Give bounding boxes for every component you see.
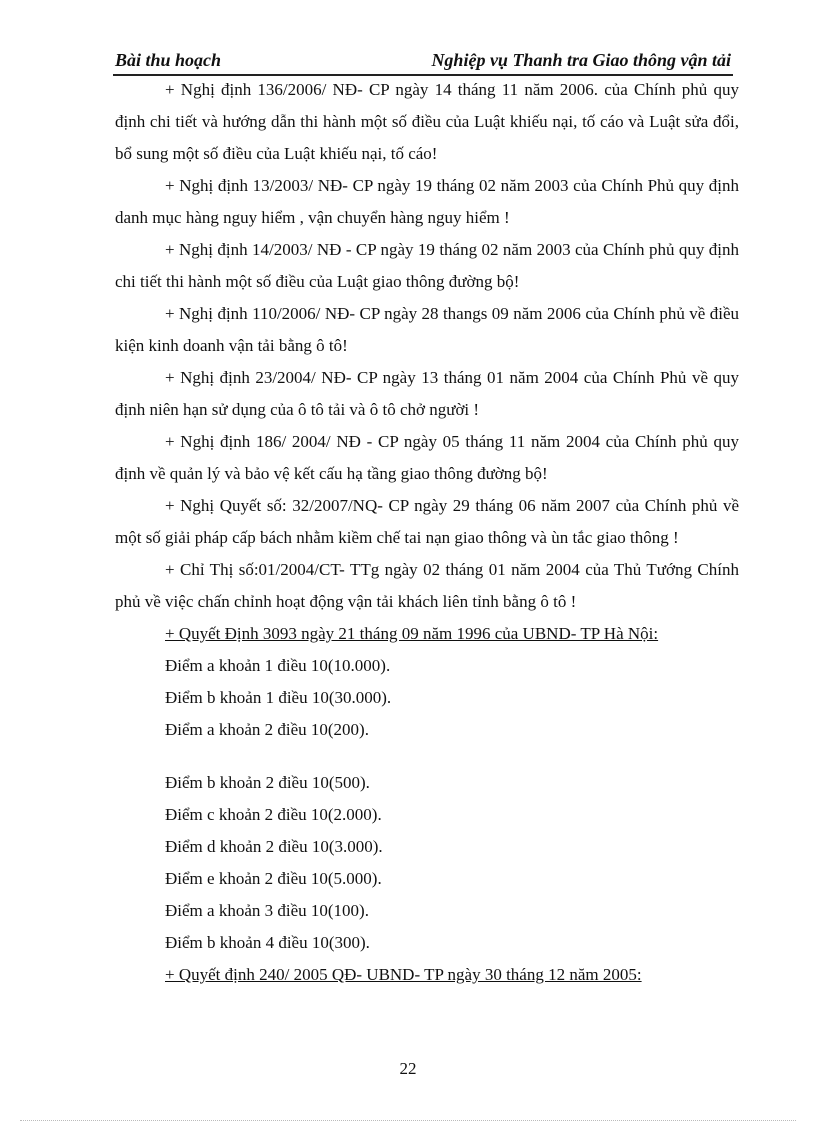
list-item: Điểm a khoản 2 điều 10(200). [165,720,369,739]
header-title-left: Bài thu hoạch [115,50,222,70]
paragraph: + Nghị Quyết số: 32/2007/NQ- CP ngày 29 tháng 06 năm 2007 của Chính phủ về một số giải pháp cấp bách nhằm kiềm chế tai nạn giao thông và ùn tắc giao thông ! [115,496,739,547]
list-item: Điểm d khoản 2 điều 10(3.000). [165,837,383,856]
paragraph: + Nghị định 23/2004/ NĐ- CP ngày 13 tháng 01 năm 2004 của Chính Phủ về quy định niên hạn sử dụng của ô tô tải và ô tô chở người ! [115,368,739,419]
page-number: 22 [399,1059,417,1078]
list-item: Điểm b khoản 1 điều 10(30.000). [165,688,392,707]
paragraph: + Nghị định 186/ 2004/ NĐ - CP ngày 05 tháng 11 năm 2004 của Chính phủ quy định về quản lý và bảo vệ kết cấu hạ tầng giao thông đường bộ! [115,432,739,483]
page-bottom-divider [20,1120,796,1121]
list-item: Điểm a khoản 3 điều 10(100). [165,901,369,920]
list-item: Điểm e khoản 2 điều 10(5.000). [165,869,382,888]
spacer [115,746,739,767]
decision-heading-240: + Quyết định 240/ 2005 QĐ- UBND- TP ngày 30 tháng 12 năm 2005: [165,965,642,984]
header-title-right: Nghiệp vụ Thanh tra Giao thông vận tải [431,50,731,70]
paragraph: + Nghị định 13/2003/ NĐ- CP ngày 19 tháng 02 năm 2003 của Chính Phủ quy định danh mục hàng nguy hiểm , vận chuyển hàng nguy hiểm ! [115,176,739,227]
paragraph: + Nghị định 110/2006/ NĐ- CP ngày 28 thangs 09 năm 2006 của Chính phủ về điều kiện kinh doanh vận tải bằng ô tô! [115,304,739,355]
document-body [115,74,739,991]
paragraph: + Nghị định 136/2006/ NĐ- CP ngày 14 tháng 11 năm 2006. của Chính phủ quy định chi tiết và hướng dẫn thi hành một số điều của Luật khiếu nại, tố cáo và Luật sửa đổi, bổ sung một số điều của Luật khiếu nại, tố cáo! [115,80,739,163]
paragraph: + Chỉ Thị số:01/2004/CT- TTg ngày 02 tháng 01 năm 2004 của Thủ Tướng Chính phủ về việc chấn chỉnh hoạt động vận tải khách liên tỉnh bằng ô tô ! [115,560,739,611]
list-item: Điểm b khoản 4 điều 10(300). [165,933,370,952]
page-header [113,50,733,76]
decision-heading-3093: + Quyết Định 3093 ngày 21 tháng 09 năm 1996 của UBND- TP Hà Nội: [165,624,659,643]
list-item: Điểm b khoản 2 điều 10(500). [165,773,370,792]
list-item: Điểm c khoản 2 điều 10(2.000). [165,805,382,824]
paragraph: + Nghị định 14/2003/ NĐ - CP ngày 19 tháng 02 năm 2003 của Chính phủ quy định chi tiết thi hành một số điều của Luật giao thông đường bộ! [115,240,739,291]
list-item: Điểm a khoản 1 điều 10(10.000). [165,656,391,675]
